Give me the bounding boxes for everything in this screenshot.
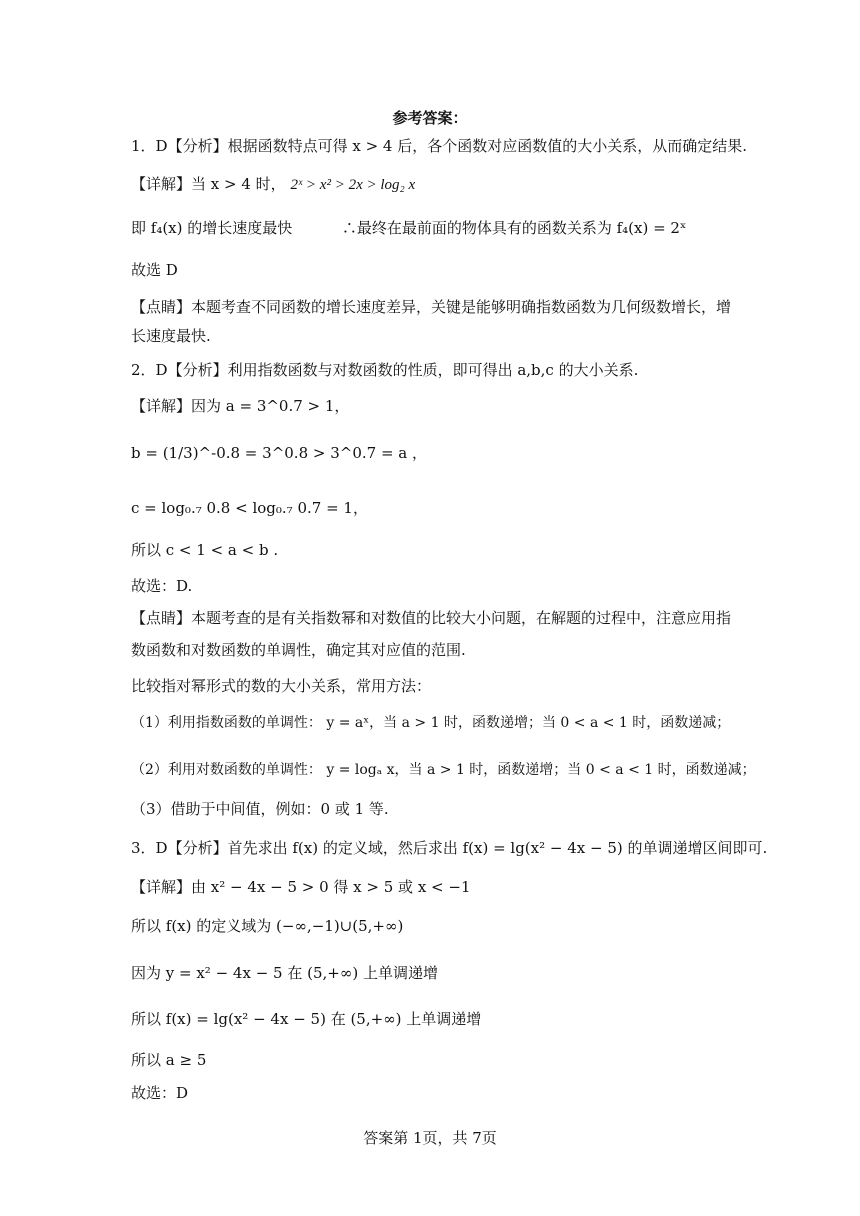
q1-fast	[131, 218, 686, 238]
q3-analysis: 3．D【分析】首先求出 f(x) 的定义域，然后求出 f(x) = lg(x² − 4x − 5) 的单调递增区间即可.	[131, 839, 768, 857]
q1-detail-b: 2ˣ > x² > 2x > log₂ x	[290, 177, 416, 193]
page-footer: 答案第 1页，共 7页	[363, 1129, 497, 1147]
q2-choice: 故选：D.	[131, 577, 193, 595]
q2-method-3: （3）借助于中间值，例如：0 或 1 等.	[131, 800, 389, 818]
q2-method-1: （1）利用指数函数的单调性： y = aˣ，当 a > 1 时，函数递增；当 0 < a < 1 时，函数递减；	[131, 715, 731, 731]
q1-choice: 故选 D	[131, 261, 178, 279]
q3-detail: 【详解】由 x² − 4x − 5 > 0 得 x > 5 或 x < −1	[131, 878, 471, 896]
q1-detail	[131, 174, 415, 195]
page-title: 参考答案：	[392, 109, 468, 127]
q1-detail-a: 【详解】当 x > 4 时，	[131, 175, 286, 193]
q1-fast-b: ∴最终在最前面的物体具有的函数关系为 f₄(x) = 2ˣ	[341, 219, 687, 237]
q2-analysis: 2．D【分析】利用指数函数与对数函数的性质，即可得出 a,b,c 的大小关系.	[131, 361, 639, 379]
q1-comment-2: 长速度最快.	[131, 327, 211, 345]
q2-comment-2: 数函数和对数函数的单调性，确定其对应值的范围.	[131, 641, 466, 659]
q2-order: 所以 c < 1 < a < b .	[131, 541, 279, 559]
q1-comment-1: 【点睛】本题考查不同函数的增长速度差异，关键是能够明确指数函数为几何级数增长，增	[131, 298, 732, 316]
q2-detail: 【详解】因为 a = 3^0.7 > 1，	[131, 397, 350, 415]
q2-methods-title: 比较指对幂形式的数的大小关系，常用方法：	[131, 677, 432, 695]
q3-domain: 所以 f(x) 的定义域为 (−∞,−1)∪(5,+∞)	[131, 917, 404, 935]
q2-comment-1: 【点睛】本题考查的是有关指数幂和对数值的比较大小问题，在解题的过程中，注意应用指	[131, 609, 732, 627]
q1-analysis: 1．D【分析】根据函数特点可得 x > 4 后，各个函数对应函数值的大小关系，从而确定结果.	[131, 137, 747, 155]
q2-c-line: c = log₀.₇ 0.8 < log₀.₇ 0.7 = 1，	[131, 499, 368, 517]
q3-choice: 故选：D	[131, 1084, 189, 1102]
q3-increasing-2: 所以 f(x) = lg(x² − 4x − 5) 在 (5,+∞) 上单调递增	[131, 1010, 482, 1028]
q2-method-2: （2）利用对数函数的单调性： y = logₐ x，当 a > 1 时，函数递增；当 0 < a < 1 时，函数递减；	[131, 762, 756, 778]
q3-increasing-1: 因为 y = x² − 4x − 5 在 (5,+∞) 上单调递增	[131, 964, 438, 982]
q2-b-line: b = (1/3)^-0.8 = 3^0.8 > 3^0.7 = a ，	[131, 444, 428, 462]
q3-result: 所以 a ≥ 5	[131, 1051, 207, 1069]
q1-fast-a: 即 f₄(x) 的增长速度最快	[131, 219, 293, 237]
